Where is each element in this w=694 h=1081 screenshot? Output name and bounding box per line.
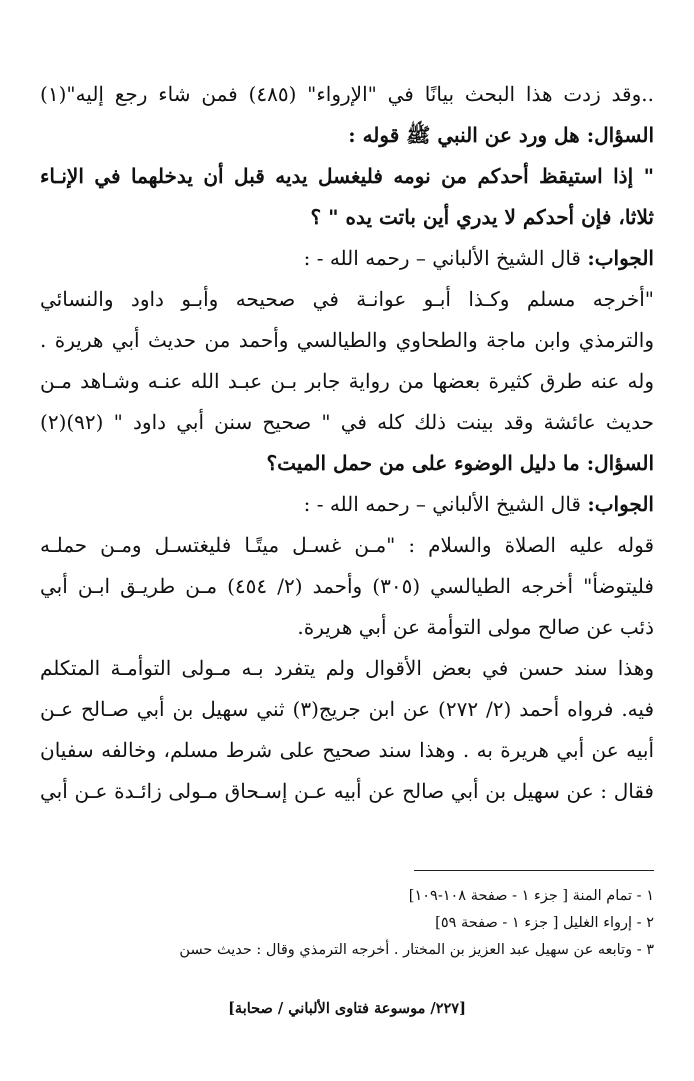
footnotes xyxy=(40,883,654,964)
text-line: ..وقد زدت هذا البحث بيانًا في "الإرواء" (٤٨٥) فمن شاء رجع إليه"(١) xyxy=(40,82,654,106)
answer-label: الجواب: xyxy=(587,246,654,270)
text-line: وهذا سند حسن في بعض الأقوال ولم يتفرد بـه مـولى التوأمـة المتكلم xyxy=(40,656,654,680)
hadith-text-line: ثلاثا، فإن أحدكم لا يدري أين باتت يده " ؟ xyxy=(310,205,654,229)
text-line: قوله عليه الصلاة والسلام : "مـن غسـل ميتًـا فليغتسـل ومـن حملـه xyxy=(40,533,654,557)
text-line: فيه. فرواه أحمد (٢/ ٢٧٢) عن ابن جريج(٣) ثني سهيل بن أبي صـالح عـن xyxy=(40,697,654,721)
question-text: ما دليل الوضوء على من حمل الميت؟ xyxy=(266,451,580,475)
text-line: فقال : عن سهيل بن أبي صالح عن أبيه عـن إسـحاق مـولى زائـدة عـن أبي xyxy=(40,779,654,803)
footnote: ٢ - إرواء الغليل [ جزء ١ - صفحة ٥٩] xyxy=(435,915,654,931)
page-footer: [٢٢٧/ موسوعة فتاوى الألباني / صحابة] xyxy=(228,1000,466,1017)
text-line: ذئب عن صالح مولى التوأمة عن أبي هريرة. xyxy=(297,615,654,639)
text-line: "أخرجه مسلم وكـذا أبـو عوانـة في صحيحه وأبـو داود والنسائي xyxy=(40,287,654,311)
footnote-divider xyxy=(414,870,654,871)
question-line xyxy=(40,443,654,484)
answer-label: الجواب: xyxy=(587,492,654,516)
answer-intro: قال الشيخ الألباني – رحمه الله - : xyxy=(303,246,581,270)
hadith-text-line: " إذا استيقظ أحدكم من نومه فليغسل يديه قبل أن يدخلهما في الإنـاء xyxy=(40,164,654,188)
question-label: السؤال: xyxy=(586,451,654,475)
footnote: ٣ - وتابعه عن سهيل عبد العزيز بن المختار . أخرجه الترمذي وقال : حديث حسن xyxy=(179,942,654,958)
question-label: السؤال: xyxy=(586,123,654,147)
text-line: والترمذي وابن ماجة والطحاوي والطيالسي وأحمد من حديث أبي هريرة . xyxy=(40,328,654,352)
question-line xyxy=(40,115,654,156)
text-line: فليتوضأ" أخرجه الطيالسي (٣٠٥) وأحمد (٢/ ٤٥٤) مـن طريـق ابـن أبي xyxy=(40,574,654,598)
text-line: أبيه عن أبي هريرة به . وهذا سند صحيح على شرط مسلم، وخالفه سفيان xyxy=(40,738,654,762)
answer-line xyxy=(40,484,654,525)
text-line: وله عنه طرق كثيرة بعضها من رواية جابر بـن عبـد الله عنـه وشـاهد مـن xyxy=(40,369,654,393)
question-text: هل ورد عن النبي ﷺ قوله : xyxy=(348,123,580,147)
answer-intro: قال الشيخ الألباني – رحمه الله - : xyxy=(303,492,581,516)
answer-line xyxy=(40,238,654,279)
footnote: ١ - تمام المنة [ جزء ١ - صفحة ١٠٨-١٠٩] xyxy=(408,888,654,904)
text-line: حديث عائشة وقد بينت ذلك كله في " صحيح سنن أبي داود " (٩٢)(٢) xyxy=(40,410,654,434)
body-text xyxy=(40,74,654,812)
